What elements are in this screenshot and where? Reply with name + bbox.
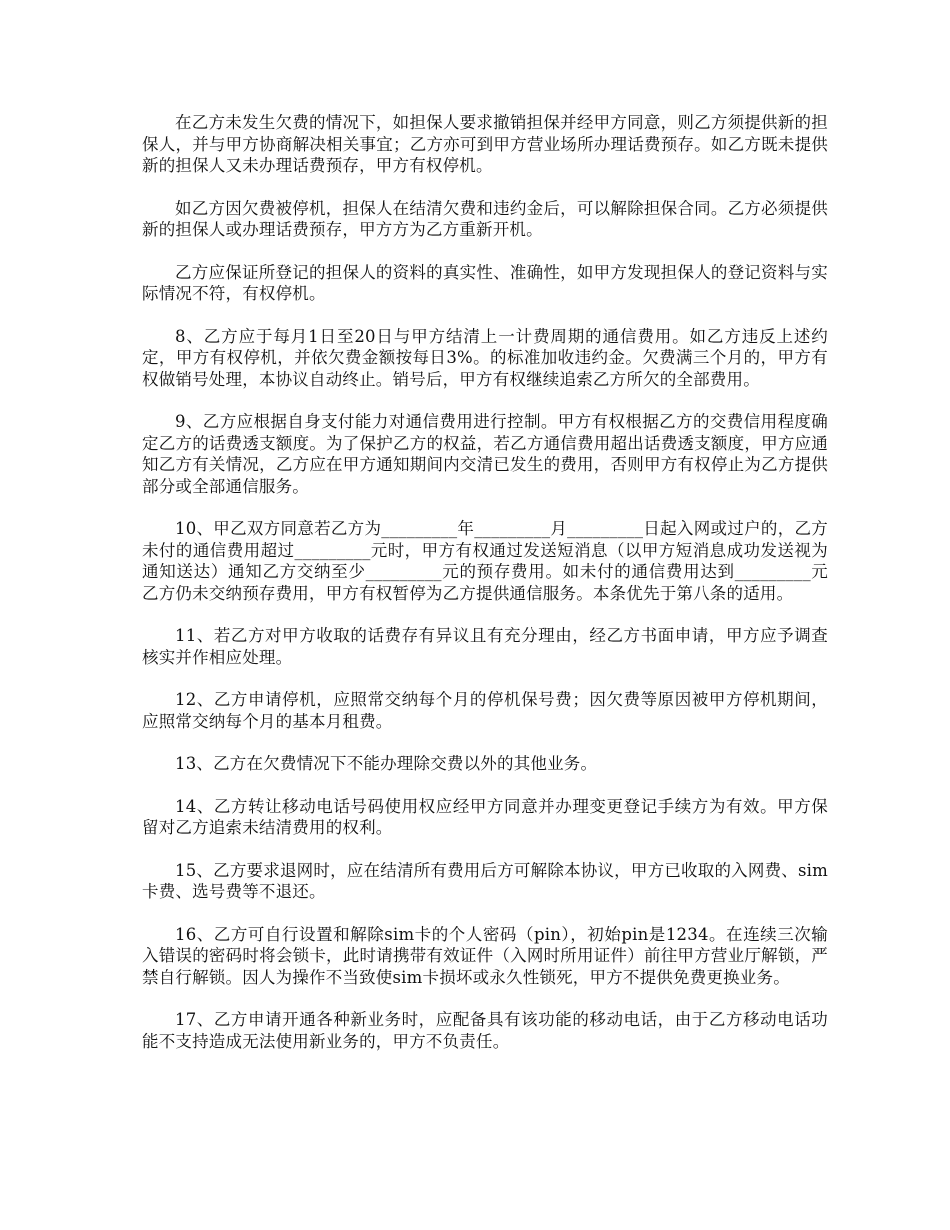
paragraph-guarantor-info: 乙方应保证所登记的担保人的资料的真实性、准确性，如甲方发现担保人的登记资料与实际情况不符，有权停机。: [142, 262, 828, 303]
paragraph-clause-14: 14、乙方转让移动电话号码使用权应经甲方同意并办理变更登记手续方为有效。甲方保留对乙方追索未结清费用的权利。: [142, 796, 828, 837]
paragraph-guarantor-release: 如乙方因欠费被停机，担保人在结清欠费和违约金后，可以解除担保合同。乙方必须提供新的担保人或办理话费预存，甲方方为乙方重新开机。: [142, 198, 828, 239]
paragraph-clause-15: 15、乙方要求退网时，应在结清所有费用后方可解除本协议，甲方已收取的入网费、sim卡费、选号费等不退还。: [142, 860, 828, 901]
paragraph-clause-17: 17、乙方申请开通各种新业务时，应配备具有该功能的移动电话，由于乙方移动电话功能不支持造成无法使用新业务的，甲方不负责任。: [142, 1010, 828, 1051]
paragraph-clause-12: 12、乙方申请停机，应照常交纳每个月的停机保号费；因欠费等原因被甲方停机期间，应照常交纳每个月的基本月租费。: [142, 690, 828, 731]
paragraph-clause-16: 16、乙方可自行设置和解除sim卡的个人密码（pin），初始pin是1234。在连续三次输入错误的密码时将会锁卡，此时请携带有效证件（入网时所用证件）前往甲方营业厅解锁，严禁自行解锁。因人为操作不当致使sim卡损坏或永久性锁死，甲方不提供免费更换业务。: [142, 924, 828, 987]
paragraph-clause-10: 10、甲乙双方同意若乙方为_________年_________月_________日起入网或过户的，乙方未付的通信费用超过_________元时，甲方有权通过发送短消息（以甲方短消息成功发送视为通知送达）通知乙方交纳至少_________元的预存费用。如未付的通信费用达到_________元乙方仍未交纳预存费用，甲方有权暂停为乙方提供通信服务。本条优先于第八条的适用。: [142, 519, 828, 603]
paragraph-clause-13: 13、乙方在欠费情况下不能办理除交费以外的其他业务。: [175, 754, 598, 773]
paragraph-clause-9: 9、乙方应根据自身支付能力对通信费用进行控制。甲方有权根据乙方的交费信用程度确定乙方的话费透支额度。为了保护乙方的权益，若乙方通信费用超出话费透支额度，甲方应通知乙方有关情况，乙方应在甲方通知期间内交清已发生的费用，否则甲方有权停止为乙方提供部分或全部通信服务。: [142, 412, 828, 496]
paragraph-guarantor-revoke: 在乙方未发生欠费的情况下，如担保人要求撤销担保并经甲方同意，则乙方须提供新的担保人，并与甲方协商解决相关事宜；乙方亦可到甲方营业场所办理话费预存。如乙方既未提供新的担保人又未办理话费预存，甲方有权停机。: [142, 113, 828, 175]
paragraph-clause-8: 8、乙方应于每月1日至20日与甲方结清上一计费周期的通信费用。如乙方违反上述约定，甲方有权停机，并依欠费金额按每日3%。的标准加收违约金。欠费满三个月的，甲方有权做销号处理，本协议自动终止。销号后，甲方有权继续追索乙方所欠的全部费用。: [142, 326, 828, 389]
paragraph-clause-11: 11、若乙方对甲方收取的话费存有异议且有充分理由，经乙方书面申请，甲方应予调查核实并作相应处理。: [142, 626, 828, 667]
document-body: [142, 112, 828, 1073]
